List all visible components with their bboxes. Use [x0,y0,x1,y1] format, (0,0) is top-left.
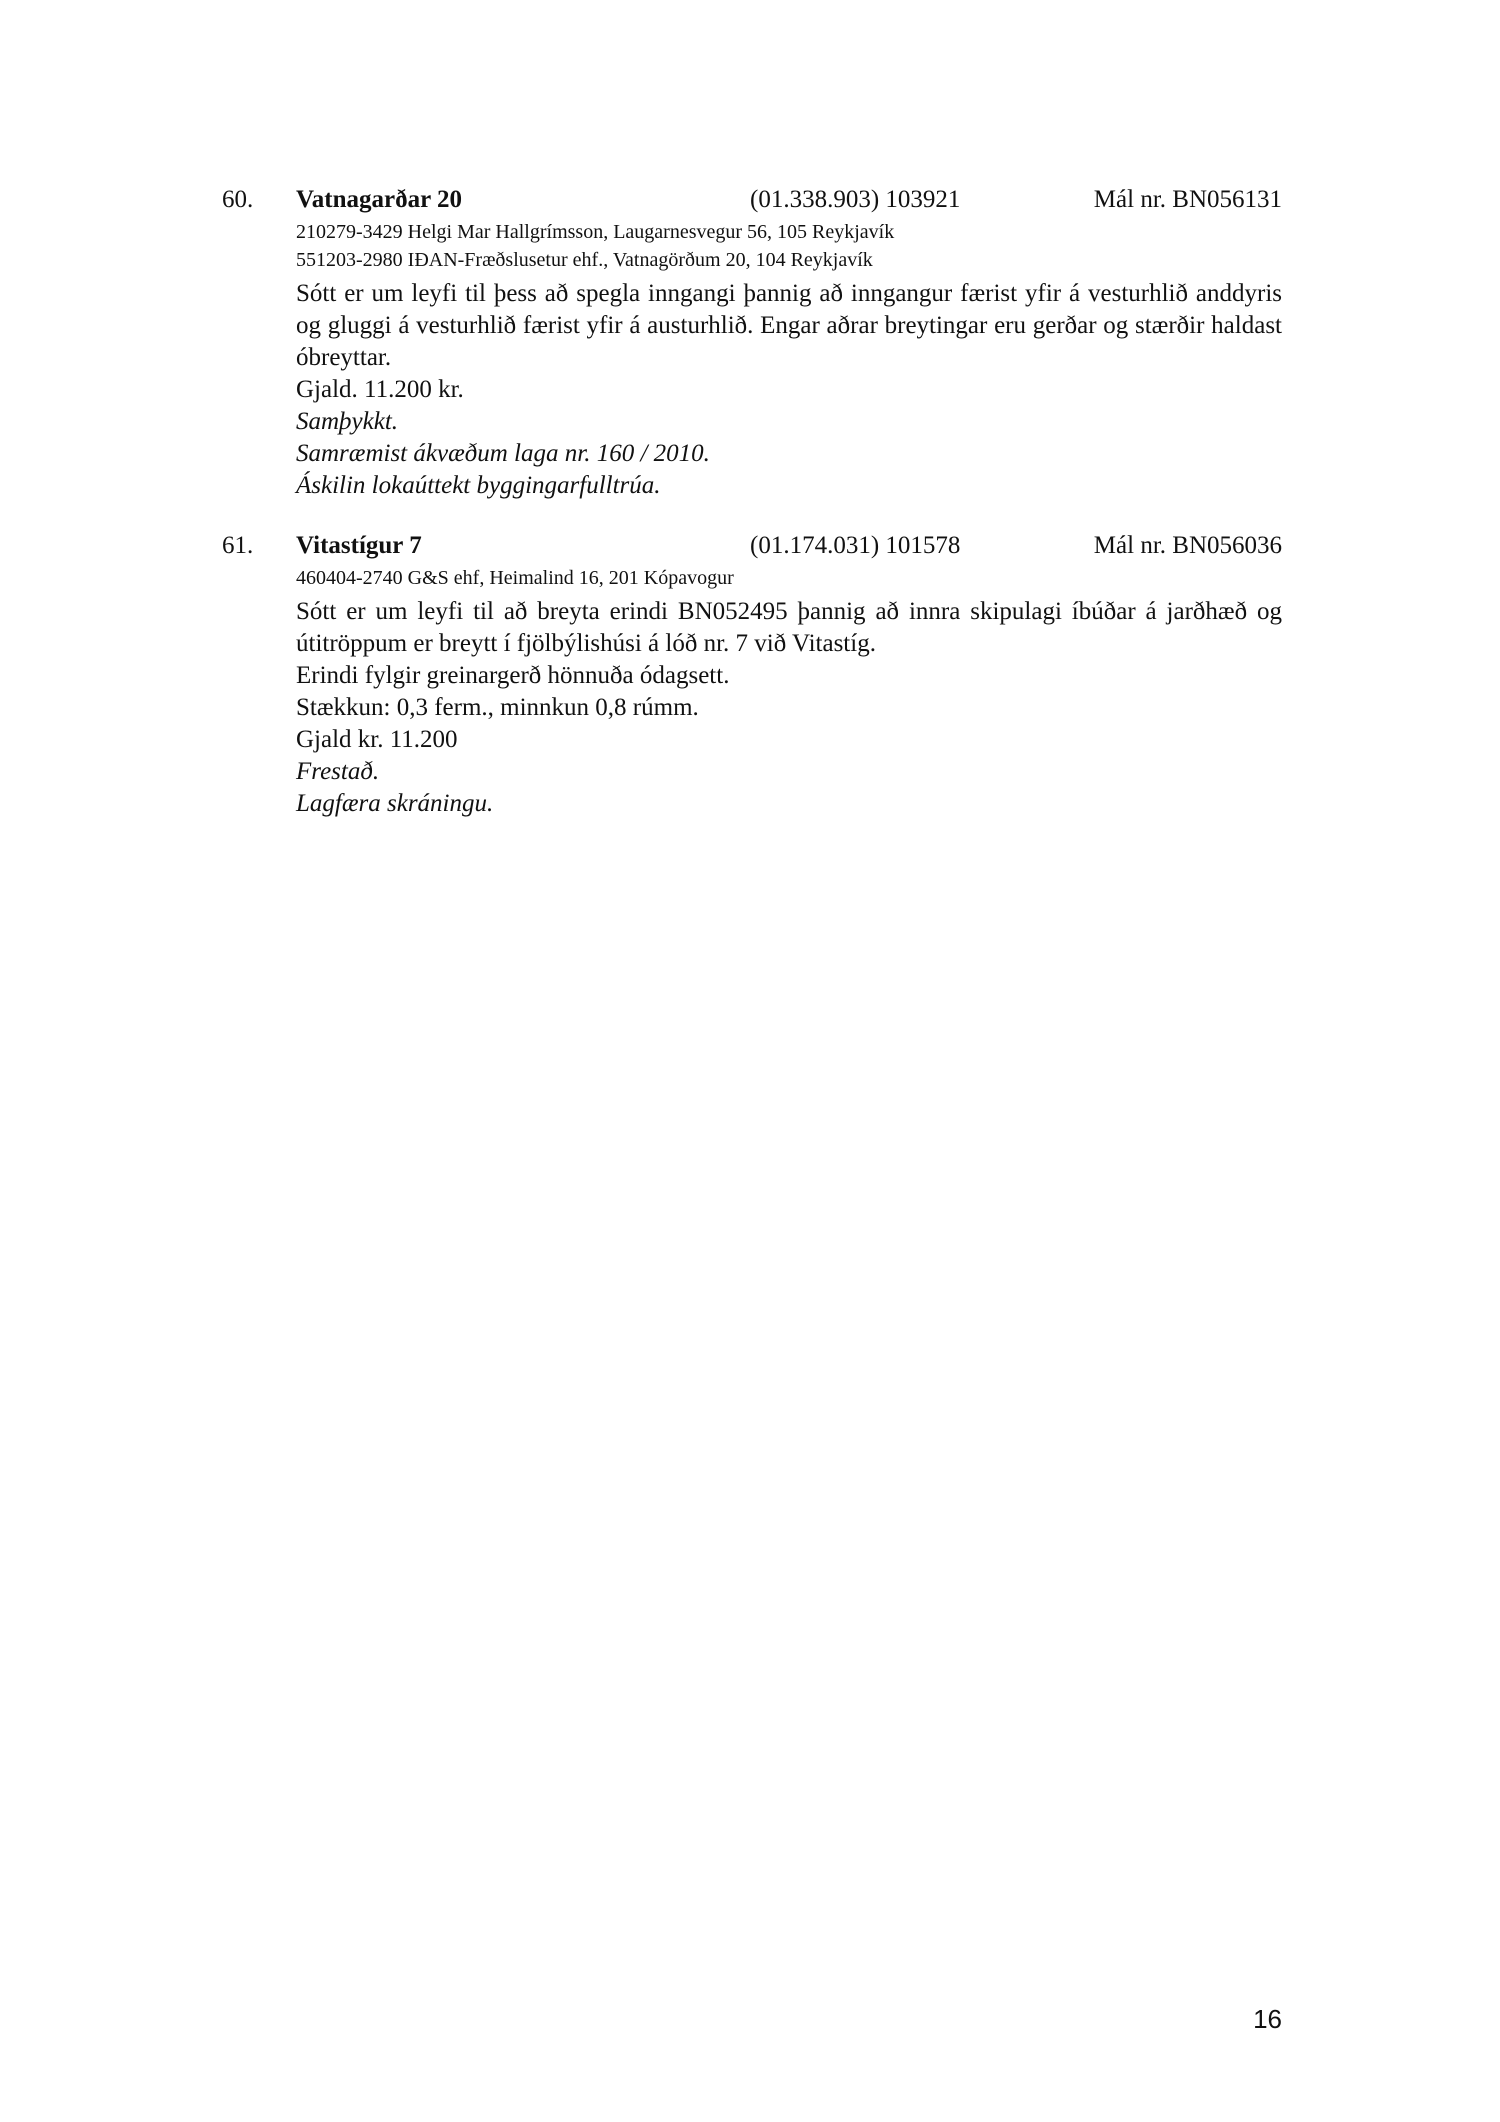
detail-line: Erindi fylgir greinargerð hönnuða ódagsett. [296,662,730,689]
page-number: 16 [1253,2004,1282,2034]
applicant-line: 460404-2740 G&S ehf, Heimalind 16, 201 Kópavogur [296,567,734,589]
case-body [296,564,1282,820]
case-number-index: 60. [222,186,254,213]
case-id: Mál nr. BN056131 [1093,186,1282,213]
case-id: Mál nr. BN056036 [1093,532,1282,559]
decision-line: Lagfæra skráningu. [296,790,494,817]
decision-line: Frestað. [296,758,380,785]
case-header [222,182,1282,218]
case-description: Sótt er um leyfi til að breyta erindi BN052495 þannig að innra skipulagi íbúðar á jarðhæð og útitröppum er breytt í fjölbýlishúsi á lóð nr. 7 við Vitastíg. [296,598,1282,657]
fee-line: Gjald kr. 11.200 [296,726,458,753]
decision-line: Samræmist ákvæðum laga nr. 160 / 2010. [296,440,710,467]
applicant-line: 210279-3429 Helgi Mar Hallgrímsson, Laugarnesvegur 56, 105 Reykjavík [296,221,895,243]
case-number-index: 61. [222,532,254,559]
case-body [296,218,1282,502]
case-entry-60 [222,182,1282,502]
decision-line: Áskilin lokaúttekt byggingarfulltrúa. [296,472,661,499]
property-reference: (01.174.031) 101578 [750,532,961,559]
applicant-line: 551203-2980 IÐAN-Fræðslusetur ehf., Vatnagörðum 20, 104 Reykjavík [296,249,873,271]
case-description: Sótt er um leyfi til þess að spegla inngangi þannig að inngangur færist yfir á vesturhlið anddyris og gluggi á vesturhlið færist yfir á austurhlið. Engar aðrar breytingar eru gerðar og stærðir haldast óbreyttar. [296,280,1282,371]
case-address-title: Vitastígur 7 [296,532,422,559]
detail-line: Stækkun: 0,3 ferm., minnkun 0,8 rúmm. [296,694,699,721]
case-address-title: Vatnagarðar 20 [296,186,462,213]
property-reference: (01.338.903) 103921 [750,186,961,213]
decision-line: Samþykkt. [296,408,399,435]
case-entry-61 [222,528,1282,820]
fee-line: Gjald. 11.200 kr. [296,376,464,403]
case-header [222,528,1282,564]
